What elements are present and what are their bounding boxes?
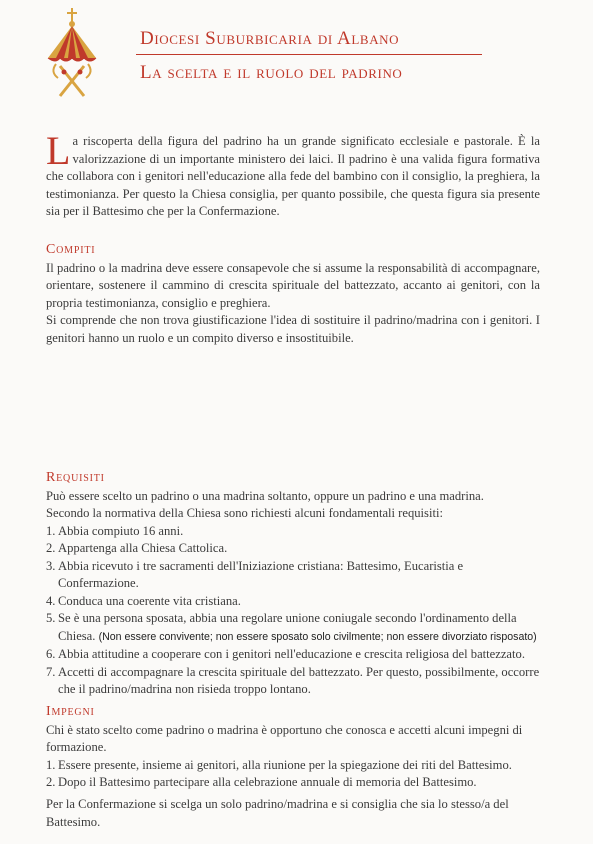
requisiti-paragraph-2: Secondo la normativa della Chiesa sono richiesti alcuni fondamentali requisiti: bbox=[46, 506, 443, 520]
list-item-text: Abbia ricevuto i tre sacramenti dell'Iniziazione cristiana: Battesimo, Eucaristia e Confermazione. bbox=[58, 558, 464, 590]
list-item bbox=[46, 558, 546, 593]
list-number: 1. bbox=[46, 757, 56, 772]
intro-paragraph bbox=[46, 128, 540, 221]
compiti-paragraph-1: Il padrino o la madrina deve essere consapevole che si assume la responsabilità di accompagnare, orientare, sostenere il cammino di crescita spirituale del battezzato, accanto ai genitori, con la propria testimonianza, consiglio e preghiera. bbox=[46, 260, 540, 310]
section-title-impegni: Impegni bbox=[46, 704, 95, 719]
section-title-requisiti: Requisiti bbox=[46, 470, 105, 485]
list-item-text bbox=[58, 610, 546, 646]
list-item-text: Abbia compiuto 16 anni. bbox=[58, 523, 184, 538]
list-number: 4. bbox=[46, 593, 56, 608]
list-item bbox=[46, 610, 546, 646]
diocese-crest-icon bbox=[42, 6, 102, 102]
header-divider bbox=[136, 54, 482, 55]
list-item bbox=[46, 540, 546, 558]
list-item-text: Essere presente, insieme ai genitori, alla riunione per la spiegazione dei riti del Battesimo. bbox=[58, 757, 512, 772]
list-item bbox=[46, 646, 546, 664]
requisiti-paragraph-1: Può essere scelto un padrino o una madrina soltanto, oppure un padrino e una madrina. bbox=[46, 488, 484, 503]
diocese-title: Diocesi Suburbicaria di Albano bbox=[140, 28, 400, 49]
list-item bbox=[46, 523, 546, 541]
drop-cap: L bbox=[46, 128, 71, 173]
closing-paragraph: Per la Confermazione si scelga un solo padrino/madrina e si consiglia che sia lo stesso/a del Battesimo. bbox=[46, 797, 509, 829]
impegni-list bbox=[46, 757, 546, 792]
impegni-paragraph: Chi è stato scelto come padrino o madrina è opportuno che conosca e accetti alcuni impegni di formazione. bbox=[46, 722, 523, 754]
list-item bbox=[46, 664, 546, 699]
list-number: 6. bbox=[46, 647, 56, 661]
compiti-paragraph-2: Si comprende che non trova giustificazione l'idea di sostituire il padrino/madrina con i genitori. I genitori hanno un ruolo e un compito diverso e insostituibile. bbox=[46, 313, 540, 345]
list-item bbox=[46, 593, 546, 611]
section-title-compiti: Compiti bbox=[46, 242, 96, 257]
list-number: 7. bbox=[46, 664, 56, 679]
list-item-note: (Non essere convivente; non essere sposato solo civilmente; non essere divorziato risposato) bbox=[98, 630, 537, 643]
list-item-text: Abbia attitudine a cooperare con i genitori nell'educazione e crescita religiosa del battezzato. bbox=[58, 647, 525, 661]
requisiti-list bbox=[46, 523, 546, 699]
list-item-text: Appartenga alla Chiesa Cattolica. bbox=[58, 541, 228, 555]
list-item bbox=[46, 774, 546, 792]
intro-text: a riscoperta della figura del padrino ha un grande significato ecclesiale e pastorale. È la valorizzazione di un importante ministero dei laici. Il padrino è una valida figura formativa che collabora con i genitori nell'educazione alla fede del bambino con il consiglio, la preghiera, la testimonianza. Per questo la Chiesa consiglia, per quanto possibile, che questa figura sia presente sia per il Battesimo che per la Confermazione. bbox=[46, 134, 540, 218]
list-item-text: Accetti di accompagnare la crescita spirituale del battezzato. Per questo, possibilmente, occorre che il padrino/madrina non risieda troppo lontano. bbox=[58, 664, 540, 696]
list-number: 2. bbox=[46, 775, 56, 789]
requisiti-section bbox=[46, 469, 546, 699]
list-item bbox=[46, 757, 546, 775]
list-item-text: Conduca una coerente vita cristiana. bbox=[58, 593, 241, 608]
compiti-section bbox=[46, 241, 540, 347]
list-number: 1. bbox=[46, 523, 56, 538]
list-number: 2. bbox=[46, 541, 56, 555]
document-subtitle: La scelta e il ruolo del padrino bbox=[140, 62, 403, 83]
list-item-main-text: Se è una persona sposata, abbia una regolare unione coniugale secondo l'ordinamento della Chiesa. bbox=[58, 611, 517, 643]
list-number: 3. bbox=[46, 558, 56, 573]
impegni-section bbox=[46, 703, 546, 792]
list-number: 5. bbox=[46, 611, 56, 625]
list-item-text: Dopo il Battesimo partecipare alla celebrazione annuale di memoria del Battesimo. bbox=[58, 775, 477, 789]
